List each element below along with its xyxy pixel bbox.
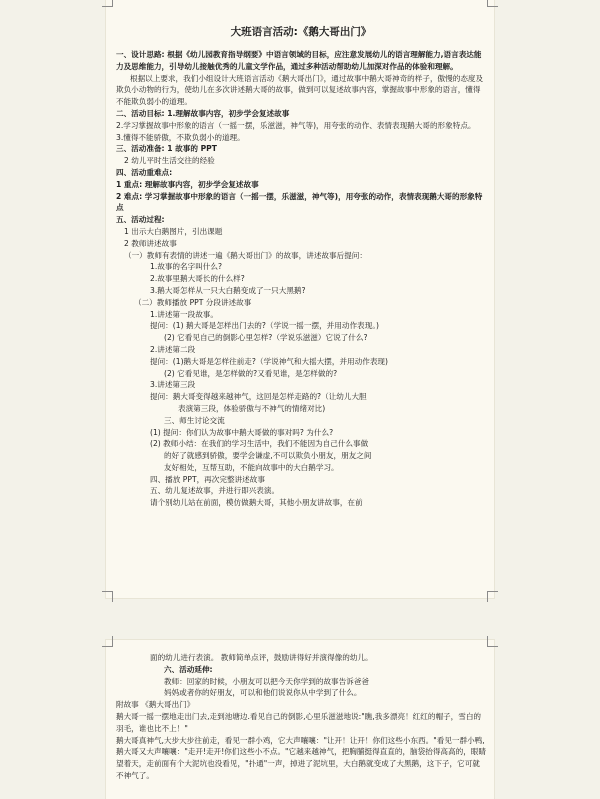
paragraph-text: 的好了就感到骄傲，要学会谦虚,不可以欺负小朋友，朋友之间 <box>164 451 372 461</box>
paragraph-text: 3.讲述第三段 <box>150 380 196 390</box>
paragraph-text: 鹅大哥真神气,大步大步往前走，看见一群小鸡，它大声嚷嚷："让开！让开！你们这些小东西。"看见一群小鸭,鹅大哥又大声嚷嚷："走开!走开!你们这些小不点。"它越来越神气，把胸脯挺得直直的，脑袋抬得高高的，眼睛望着天，走前面有个大泥坑也没看见，"扑通"一声，掉进了泥坑里，大白鹅就变成了大黑鹅，这下子，它可就不神气了。 <box>116 735 486 780</box>
crop-mark <box>102 0 113 7</box>
paragraph-text: 教师：回家的时候，小朋友可以把今天你学到的故事告诉爸爸 <box>164 676 370 686</box>
paragraph <box>116 332 486 344</box>
section-heading: 一、设计思路: <box>116 50 165 59</box>
paragraph <box>116 735 486 782</box>
page-2-content <box>116 652 486 782</box>
paragraph-text: 理解故事内容，初步学会复述故事 <box>142 179 259 189</box>
paragraph <box>116 687 486 699</box>
paragraph-text: 3.鹅大哥怎样从一只大白鹅变成了一只大黑鹅? <box>150 285 306 295</box>
paragraph-text: 提问：(1) 鹅大哥是怎样出门去的?（学说一摇一摆，并用动作表现。) <box>150 321 379 331</box>
document-page-1 <box>106 0 494 598</box>
paragraph-text: 2.故事里鹅大哥长的什么样? <box>150 274 245 284</box>
paragraph <box>116 391 486 403</box>
paragraph-text: (2) 教师小结：在我们的学习生活中，我们不能因为自己什么事做 <box>150 439 369 449</box>
paragraph <box>116 250 486 262</box>
crop-mark <box>102 591 113 602</box>
section-heading: 2 难点: <box>116 191 143 201</box>
paragraph <box>116 485 486 497</box>
paragraph-text: (2) 它看见谁，是怎样做的?又看见谁，是怎样做的? <box>164 368 338 378</box>
paragraph-text: 提问：(1)鹅大哥是怎样往前走?（学说神气和大摇大摆，并用动作表现) <box>150 356 388 366</box>
paragraph-text: 根据以上要求，我们小组设计大班语言活动《鹅大哥出门》，通过故事中鹅大哥神奇的样子，傲慢的态度及欺负小动物的行为，使幼儿在多次讲述鹅大哥的故事，做到可以复述故事内容，掌握故事中形象的语言，懂得不能欺负弱小的道理。 <box>116 73 484 107</box>
section-heading: 五、活动过程: <box>116 215 165 225</box>
paragraph <box>116 320 486 332</box>
paragraph <box>116 73 486 108</box>
paragraph <box>116 226 486 238</box>
paragraph <box>116 238 486 250</box>
page-2-body <box>116 652 486 782</box>
paragraph <box>116 273 486 285</box>
paragraph-text: 请个别幼儿站在前面，模仿做鹅大哥，其他小朋友讲故事，在前 <box>150 498 363 508</box>
paragraph <box>116 132 486 144</box>
paragraph-text: 附故事 《鹅大哥出门》 <box>116 700 195 710</box>
paragraph-text: (1) 提问：你们认为故事中鹅大哥做的事对吗? 为什么? <box>150 427 334 437</box>
page-title: 大班语言活动:《鹅大哥出门》 <box>230 26 372 38</box>
paragraph-text: 三、师生讨论交流 <box>164 415 225 425</box>
paragraph <box>116 155 486 167</box>
paragraph <box>116 427 486 439</box>
crop-mark <box>487 591 498 602</box>
paragraph <box>116 143 486 155</box>
paragraph <box>116 415 486 427</box>
paragraph-text: 1.理解故事内容，初步学会复述故事 <box>164 108 290 118</box>
paragraph-text: (2) 它看见自己的倒影心里怎样?（学说乐滋滋）它说了什么? <box>164 333 368 343</box>
paragraph <box>116 120 486 132</box>
paragraph-text: 学习掌握故事中形象的语言（一摇一摆，乐滋滋，神气等)，用夸张的动作，表情表现鹅大哥的形象特点 <box>116 191 483 213</box>
section-heading: 1 重点: <box>116 179 143 189</box>
paragraph-text: （二）教师播放 PPT 分段讲述故事 <box>134 297 252 307</box>
paragraph <box>116 214 486 226</box>
paragraph <box>116 179 486 191</box>
paragraph <box>116 438 486 450</box>
paragraph-text: （一）教师有表情的讲述一遍《鹅大哥出门》的故事，讲述故事后提问： <box>124 250 367 260</box>
paragraph-text: 表演第三段，体验骄傲与不神气的情绪对比) <box>178 403 326 413</box>
section-heading: 四、活动重难点: <box>116 167 173 177</box>
paragraph <box>116 711 486 735</box>
crop-mark <box>487 636 498 647</box>
paragraph-text: 提问：鹅大哥变得越来越神气，这回是怎样走路的?（让幼儿大胆 <box>150 392 367 402</box>
paragraph <box>116 167 486 179</box>
paragraph-text: 友好相处，互帮互助，不能向故事中的大白鹅学习。 <box>164 462 339 472</box>
paragraph <box>116 356 486 368</box>
paragraph-text: 2.讲述第二段 <box>150 344 196 354</box>
paragraph-text: 2 幼儿平时生活交往的经验 <box>124 156 215 166</box>
crop-mark <box>102 636 113 647</box>
paragraph <box>116 676 486 688</box>
paragraph-text: 1.讲述第一段故事。 <box>150 309 218 319</box>
section-heading: 二、活动目标: <box>116 108 165 118</box>
paragraph-text: 3.懂得不能骄傲，不欺负弱小的道理。 <box>116 132 245 142</box>
paragraph <box>116 49 486 73</box>
paragraph-text: 四、播放 PPT，再次完整讲述故事 <box>150 474 265 484</box>
paragraph <box>116 474 486 486</box>
paragraph <box>116 108 486 120</box>
paragraph <box>116 450 486 462</box>
paragraph <box>116 191 486 215</box>
paragraph <box>116 344 486 356</box>
paragraph-text: 根据《幼儿园教育指导纲要》中语言领域的目标，应注意发展幼儿的语言理解能力,语言表达能力及思维能力，引导幼儿接触优秀的儿童文学作品，通过多种活动帮助幼儿加深对作品的体验和理解。 <box>116 50 482 71</box>
paragraph-text: 鹅大哥一摇一摆地走出门去,走到池塘边.看见自己的倒影,心里乐滋滋地说:"瞧,我多漂亮！红红的帽子，雪白的羽毛，谁也比不上！" <box>116 711 482 733</box>
paragraph-text: 面的幼儿进行表演。 教师简单点评，鼓励讲得好并演得像的幼儿。 <box>150 653 373 662</box>
paragraph <box>116 368 486 380</box>
paragraph <box>116 261 486 273</box>
paragraph-text: 1 出示大白鹅图片，引出课题 <box>124 226 223 236</box>
section-heading: 三、活动准备: <box>116 144 165 154</box>
paragraph-text: 2.学习掌握故事中形象的语言（一摇一摆，乐滋滋，神气等)，用夸张的动作、表情表现鹅大哥的形象特点。 <box>116 120 476 130</box>
paragraph <box>116 699 486 711</box>
paragraph <box>116 297 486 309</box>
crop-mark <box>487 0 498 7</box>
paragraph <box>116 652 486 664</box>
paragraph <box>116 664 486 676</box>
section-heading: 六、活动延伸: <box>164 664 213 674</box>
document-page-2 <box>106 640 494 799</box>
paragraph <box>116 403 486 415</box>
paragraph <box>116 497 486 509</box>
paragraph <box>116 462 486 474</box>
paragraph <box>116 309 486 321</box>
paragraph-text: 2 教师讲述故事 <box>124 238 177 248</box>
paragraph <box>116 285 486 297</box>
paragraph <box>116 379 486 391</box>
paragraph-text: 五、幼儿复述故事，并进行即兴表演。 <box>150 486 280 496</box>
paragraph-text: 妈妈或者你的好朋友，可以和他们说说你从中学到了什么。 <box>164 688 362 698</box>
paragraph-text: 1 故事的 PPT <box>164 144 217 154</box>
page-1-content <box>116 10 486 509</box>
page-1-body <box>116 49 486 509</box>
paragraph-text: 1.故事的名字叫什么? <box>150 262 223 272</box>
